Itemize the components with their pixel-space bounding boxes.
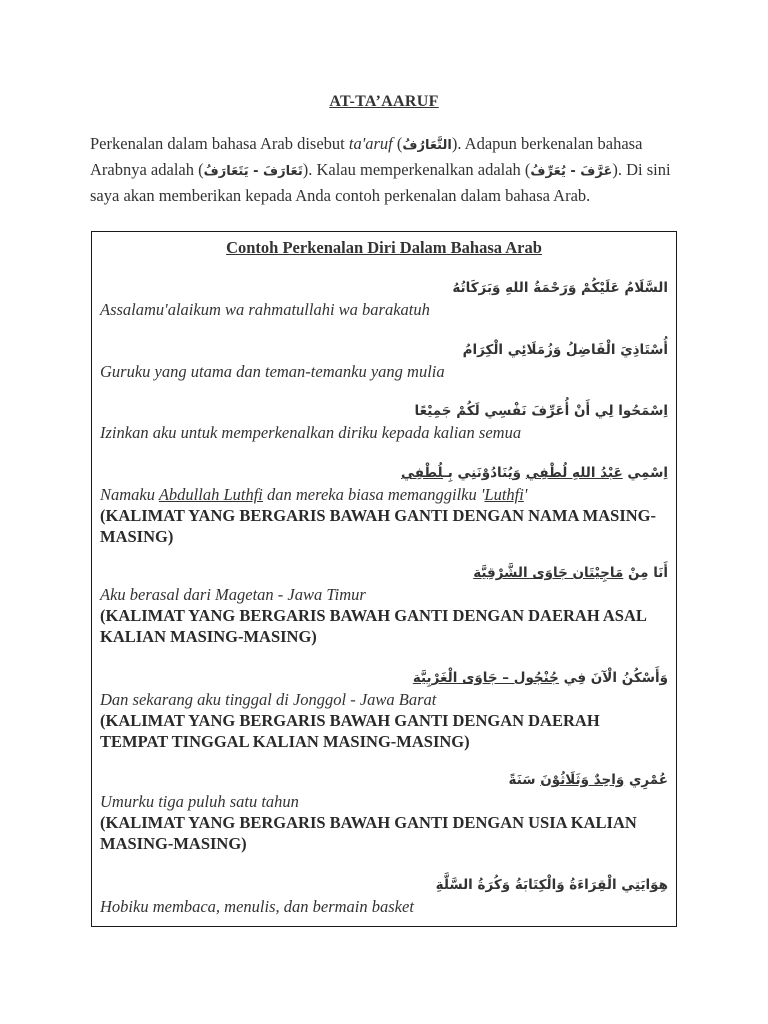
translation-line: Guruku yang utama dan teman-temanku yang mulia — [100, 362, 445, 381]
intro-text-2: ( — [392, 134, 403, 153]
instruction-note: (KALIMAT YANG BERGARIS BAWAH GANTI DENGAN USIA KALIAN MASING-MASING) — [100, 813, 637, 853]
arabic-text: اِسْمِي — [622, 465, 668, 481]
entry-address — [100, 339, 668, 382]
translation-line: Assalamu'alaikum wa rahmatullahi wa barakatuh — [100, 300, 430, 319]
page-title: AT-TA’AARUF — [329, 93, 439, 110]
underlined-name: Abdullah Luthfi — [158, 485, 263, 504]
box-title: Contoh Perkenalan Diri Dalam Bahasa Arab — [226, 238, 542, 257]
entry-origin — [100, 562, 668, 647]
entry-greeting — [100, 277, 668, 320]
intro-arabic-1: التَّعَارُفُ — [402, 138, 452, 153]
entry-name — [100, 462, 668, 547]
translation-text: ' — [523, 485, 528, 504]
arabic-underlined-nickname: لُطْفِي — [401, 465, 444, 481]
arabic-underlined-origin: مَاجِيْتَان جَاوَى الشَّرْقِيَّة — [473, 565, 624, 581]
translation-line: Izinkan aku untuk memperkenalkan diriku kepada kalian semua — [100, 423, 522, 442]
intro-text-5: ). Di sini saya akan memberikan kepada Anda contoh perkenalan dalam bahasa Arab. — [90, 160, 671, 205]
entry-hobby — [100, 874, 668, 917]
intro-arabic-2: تَعَارَفَ - يَتَعَارَفُ — [203, 164, 303, 179]
intro-text-1: Perkenalan dalam bahasa Arab disebut — [90, 134, 349, 153]
intro-text-4: ). Kalau memperkenalkan adalah ( — [302, 160, 531, 179]
arabic-line — [100, 667, 668, 689]
instruction-note: (KALIMAT YANG BERGARIS BAWAH GANTI DENGAN DAERAH TEMPAT TINGGAL KALIAN MASING-MASING) — [100, 711, 600, 751]
entry-residence — [100, 667, 668, 752]
arabic-text: عُمْرِي — [624, 772, 668, 788]
arabic-text: أَنَا مِنْ — [623, 565, 668, 581]
translation-text: Namaku — [100, 485, 159, 504]
arabic-line — [100, 769, 668, 791]
translation-line: Aku berasal dari Magetan - Jawa Timur — [100, 585, 366, 604]
arabic-line: اِسْمَحُوا لِي أَنْ أُعَرِّفَ نَفْسِي لَكُمْ جَمِيْعًا — [414, 403, 668, 419]
arabic-text: وَأَسْكُنُ الْآنَ فِي — [558, 670, 668, 686]
translation-line — [100, 484, 668, 505]
arabic-underlined-age: وَاحِدٌ وَثَلَاثُوْنَ — [540, 772, 625, 788]
arabic-text: وَيُنَادُوْنَنِي بِـ — [443, 465, 526, 481]
arabic-line: السَّلَامُ عَلَيْكُمْ وَرَحْمَةُ اللهِ وَبَرَكَاتُهُ — [452, 280, 668, 296]
arabic-text: سَنَةً — [508, 772, 541, 788]
intro-arabic-3: عَرَّفَ - يُعَرِّفُ — [530, 164, 613, 179]
example-box — [91, 231, 677, 927]
entry-age — [100, 769, 668, 854]
entry-permission — [100, 400, 668, 443]
arabic-line — [100, 462, 668, 484]
instruction-note: (KALIMAT YANG BERGARIS BAWAH GANTI DENGAN NAMA MASING-MASING) — [100, 506, 657, 546]
translation-line: Dan sekarang aku tinggal di Jonggol - Jawa Barat — [100, 690, 437, 709]
translation-text: dan mereka biasa memanggilku ' — [262, 485, 485, 504]
arabic-underlined-name: عَبْدُ اللهِ لُطْفِي — [525, 465, 623, 481]
arabic-underlined-residence: جُنْجُول – جَاوَى الْغَرْبِيَّة — [412, 670, 559, 686]
translation-line: Umurku tiga puluh satu tahun — [100, 792, 299, 811]
translation-line: Hobiku membaca, menulis, dan bermain basket — [100, 897, 414, 916]
arabic-line — [100, 562, 668, 584]
instruction-note: (KALIMAT YANG BERGARIS BAWAH GANTI DENGAN DAERAH ASAL KALIAN MASING-MASING) — [100, 606, 646, 646]
intro-term: ta'aruf — [348, 134, 393, 153]
intro-paragraph — [90, 132, 682, 208]
intro-text-3: ). Adapun berkenalan bahasa Arabnya adalah ( — [90, 134, 643, 179]
underlined-nickname: Luthfi — [484, 485, 524, 504]
arabic-line: أُسْتَاذِيَ الْفَاضِلُ وَزُمَلَائِي الْكِرَامُ — [462, 342, 668, 358]
arabic-line: هِوَايَتِي الْقِرَاءَةُ وَالْكِتَابَةُ وَكُرَةُ السَّلَّةِ — [435, 877, 668, 893]
